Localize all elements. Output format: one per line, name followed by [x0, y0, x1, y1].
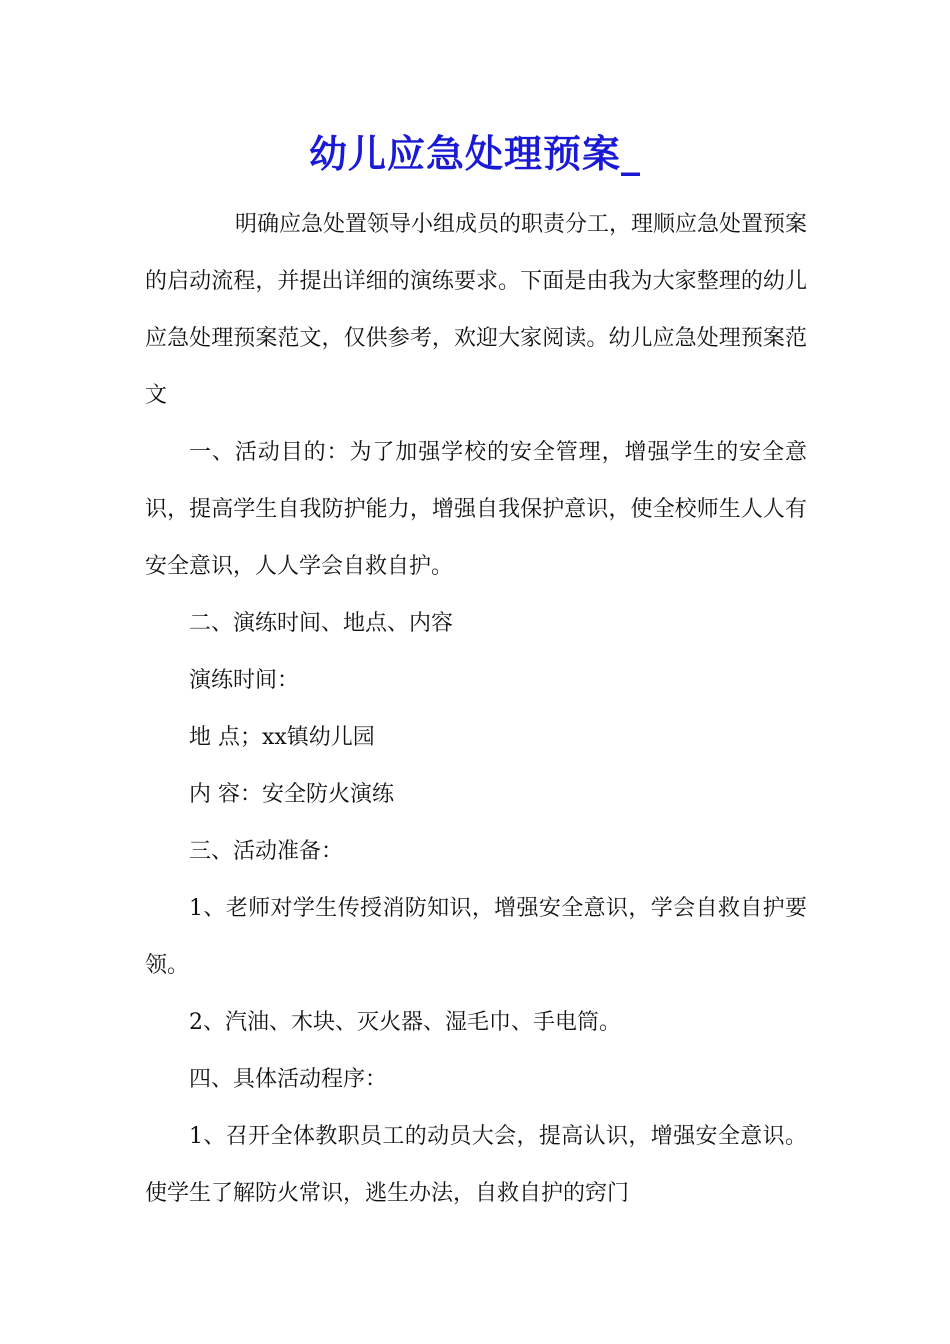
drill-time: 演练时间：: [189, 668, 300, 693]
intro-paragraph: 明确应急处置领导小组成员的职责分工，理顺应急处置预案的启动流程，并提出详细的演练要求。下面是由我为大家整理的幼儿应急处理预案范文，仅供参考，欢迎大家阅读。幼儿应急处理预案范文: [145, 212, 808, 408]
preparation-item-2: 2、汽油、木块、灭火器、湿毛巾、手电筒。: [189, 1010, 621, 1035]
drill-location: 地 点；xx镇幼儿园: [189, 725, 375, 750]
drill-content: 内 容：安全防火演练: [189, 782, 394, 807]
preparation-item-1: 1、老师对学生传授消防知识，增强安全意识，学会自救自护要领。: [145, 896, 807, 978]
document-title: 幼儿应急处理预案_: [308, 131, 641, 176]
procedure-item-1: 1、召开全体教职员工的动员大会，提高认识，增强安全意识。使学生了解防火常识，逃生办法，自救自护的窍门: [145, 1124, 807, 1206]
section-3-heading: 三、活动准备：: [189, 839, 344, 864]
section-4-heading: 四、具体活动程序：: [189, 1067, 388, 1092]
document-body: [145, 196, 807, 1222]
section-1-purpose: 一、活动目的：为了加强学校的安全管理，增强学生的安全意识，提高学生自我防护能力，增强自我保护意识，使全校师生人人有安全意识，人人学会自救自护。: [145, 440, 807, 579]
section-2-heading: 二、演练时间、地点、内容: [189, 611, 454, 636]
